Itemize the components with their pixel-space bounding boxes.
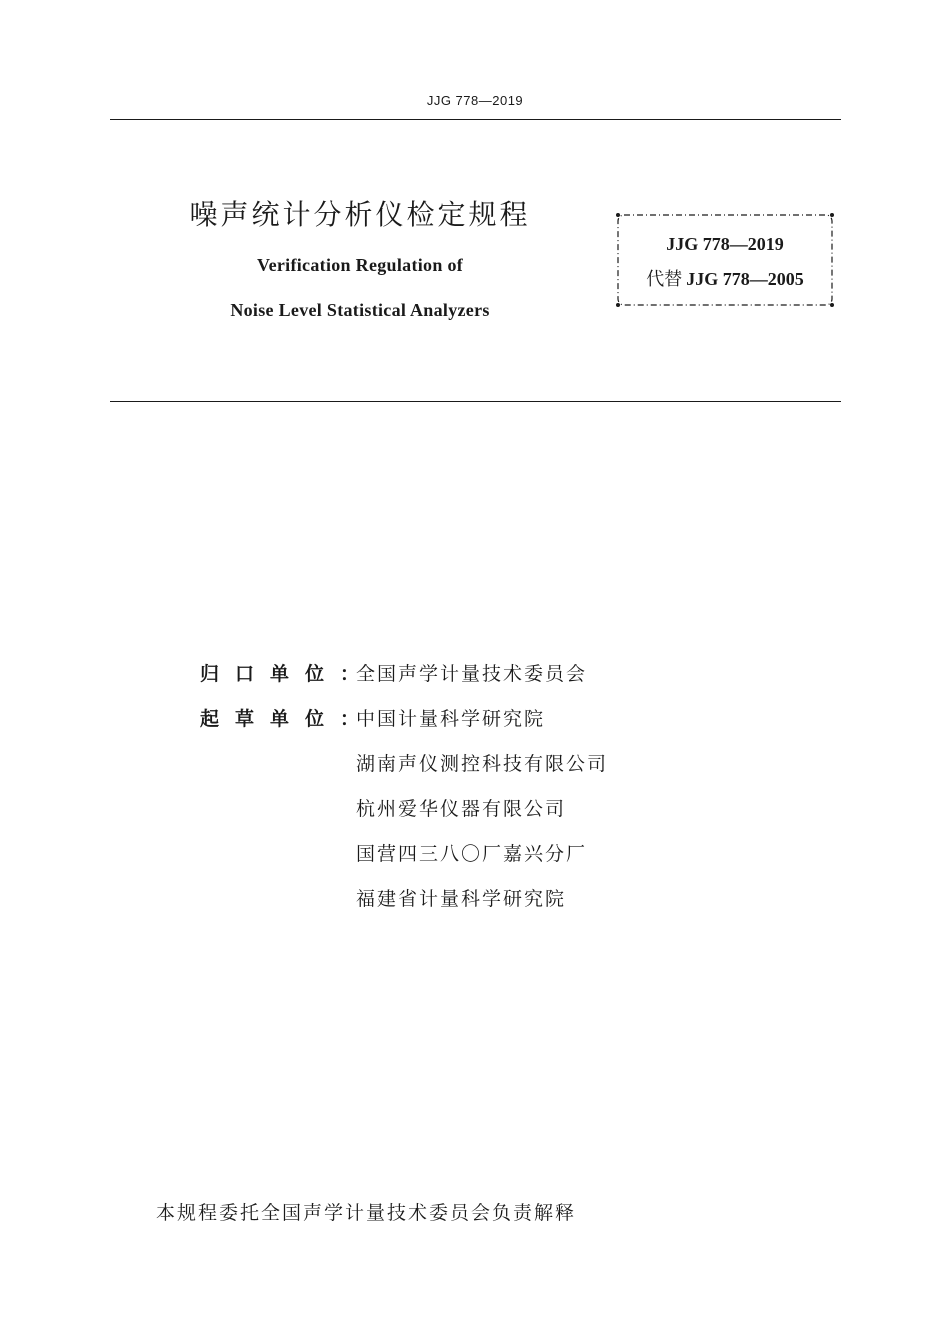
drafting-unit-value: 湖南声仪测控科技有限公司	[356, 753, 609, 775]
title-chinese: 噪声统计分析仪检定规程	[189, 198, 531, 231]
decorative-border	[615, 212, 835, 308]
responsible-unit-label: 归口单位：	[200, 663, 376, 685]
drafting-unit-value: 杭州爱华仪器有限公司	[356, 798, 567, 820]
replaces-line	[615, 265, 835, 291]
drafting-unit-value: 中国计量科学研究院	[356, 708, 546, 730]
interpretation-note: 本规程委托全国声学计量技术委员会负责解释	[156, 1202, 577, 1224]
page-header-code: JJG 778—2019	[426, 93, 524, 108]
standard-code-box	[615, 212, 835, 308]
responsible-unit-value: 全国声学计量技术委员会	[356, 663, 588, 685]
standard-code: JJG 778—2019	[666, 234, 784, 254]
replaces-prefix: 代替	[646, 269, 683, 290]
drafting-unit-value: 国营四三八〇厂嘉兴分厂	[356, 843, 588, 865]
drafting-unit-label: 起草单位：	[200, 708, 376, 730]
drafting-unit-value: 福建省计量科学研究院	[356, 888, 567, 910]
section-rule	[110, 401, 841, 402]
title-english-line2: Noise Level Statistical Analyzers	[230, 300, 490, 320]
replaces-code: JJG 778—2005	[686, 269, 804, 289]
title-english-line1: Verification Regulation of	[256, 255, 464, 275]
header-rule	[110, 119, 841, 120]
